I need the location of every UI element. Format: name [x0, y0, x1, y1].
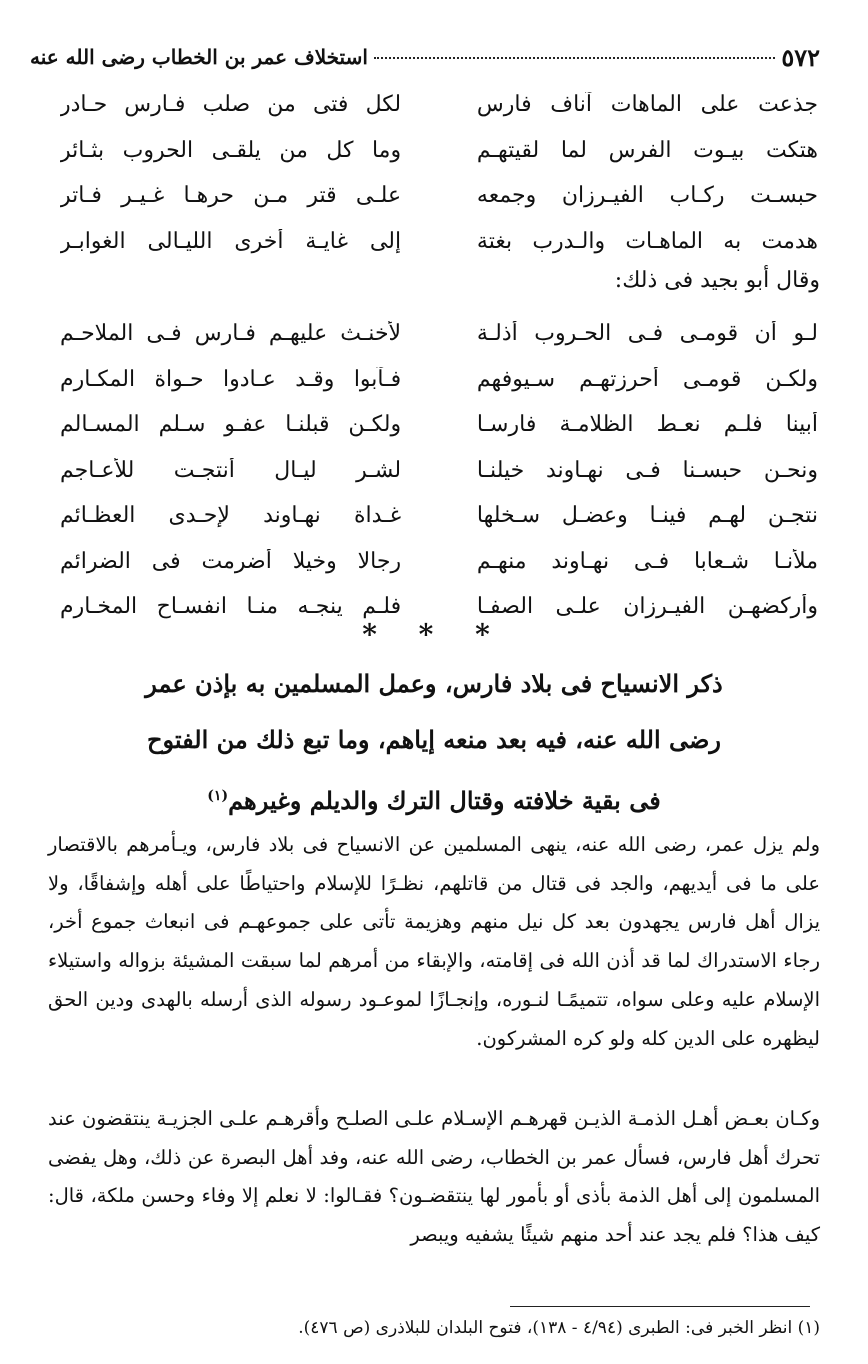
- verse-first-hemistich: لـو أن قومـى فـى الحـروب أذلـة: [476, 321, 818, 347]
- verse-line: [60, 128, 818, 174]
- verse-second-hemistich: فلـم ينجـه منـا انفسـاح المخـارم: [60, 594, 402, 620]
- verse-second-hemistich: وما كل من يلقـى الحروب بثـائر: [60, 137, 402, 163]
- verse-line: [60, 173, 818, 219]
- verse-first-hemistich: جذعت على الماهات آناف فارس: [476, 92, 818, 118]
- verse-line: [60, 493, 818, 539]
- verse-line: [60, 448, 818, 494]
- verse-first-hemistich: حبسـت ركـاب الفيـرزان وجمعه: [476, 183, 818, 209]
- body-paragraph: ولم يزل عمر، رضى الله عنه، ينهى المسلمين عن الانسياح فى بلاد فارس، ويـأمرهم بالاقتصار على ما فى أيديهم، والجد فى قتال من قاتلهم، نظـرًا للإسلام واحتياطًا على أهله وإشفاقًا، ولا يزال أهل فارس يجهدون بعد كل نيل منهم وهزيمة تأتى على جموعهـم فى انبعاث جموع أخر، رجاء الاستدراك لما قد أذن الله فى إقامته، والإبقاء من أمرهم لما سبقت المشيئة بزواله واستيلاء الإسلام عليه وعلى سواه، تتميمًـا لنـوره، وإنجـازًا لموعـود رسوله الذى أرسله بالهدى ودين الحق ليظهره على الدين كله ولو كره المشركون.: [48, 833, 820, 1050]
- footnote: (١) انظر الخبر فى: الطبرى (٤/٩٤ - ١٣٨)، فتوح البلدان للبلاذرى (ص ٤٧٦).: [298, 1318, 820, 1338]
- footnote-marker: (١): [207, 788, 229, 804]
- section-separator: * * *: [362, 618, 506, 651]
- poem-1: [60, 82, 818, 264]
- heading-line: رضى الله عنه، فيه بعد منعه إياهم، وما تبع ذلك من الفتوح: [147, 725, 721, 754]
- footnote-rule: [510, 1306, 810, 1307]
- poem-introduction: وقال أبو بجيد فى ذلك:: [614, 268, 820, 293]
- verse-first-hemistich: أبينا فلـم نعـط الظلامـة فارسـا: [476, 412, 818, 438]
- heading-line-text: فى بقية خلافته وقتال الترك والديلم وغيرهم: [228, 786, 661, 815]
- verse-line: [60, 219, 818, 265]
- verse-second-hemistich: لشـر ليـال أنتجـت للأعـاجم: [60, 457, 402, 483]
- heading-line: ذكر الانسياح فى بلاد فارس، وعمل المسلمين به بإذن عمر: [145, 669, 723, 698]
- verse-second-hemistich: إلى غايـة أخرى الليـالى الغوابـر: [60, 228, 402, 254]
- verse-first-hemistich: ولكـن قومـى أحرزتهـم سـيوفهم: [476, 366, 818, 392]
- running-title: استخلاف عمر بن الخطاب رضى الله عنه: [30, 45, 368, 69]
- verse-line: [60, 402, 818, 448]
- heading-line: [40, 768, 828, 829]
- verse-second-hemistich: لكل فتى من صلب فـارس حـادر: [60, 92, 402, 118]
- verse-second-hemistich: رجالا وخيلا أضرمت فى الضرائم: [60, 548, 402, 574]
- verse-line: [60, 311, 818, 357]
- verse-second-hemistich: لأخنـث عليهـم فـارس فـى الملاحـم: [60, 321, 402, 347]
- verse-line: [60, 357, 818, 403]
- verse-first-hemistich: ملأنـا شـعابا فـى نهـاوند منهـم: [476, 548, 818, 574]
- verse-second-hemistich: فـآبوا وقـد عـادوا حـواة المكـارم: [60, 366, 402, 392]
- running-header: [30, 38, 820, 76]
- verse-first-hemistich: ونحـن حبسـنا فـى نهـاوند خيلنـا: [476, 457, 818, 483]
- header-leader-dots: [374, 56, 775, 59]
- verse-line: [60, 82, 818, 128]
- verse-first-hemistich: نتجـن لهـم فينـا وعضـل سـخلها: [476, 503, 818, 529]
- section-heading: [40, 656, 828, 829]
- verse-first-hemistich: وأركضهـن الفيـرزان علـى الصفـا: [476, 594, 818, 620]
- verse-first-hemistich: هدمت به الماهـات والـدرب بغتة: [476, 228, 818, 254]
- verse-second-hemistich: ولكـن قبلنـا عفـو سـلم المسـالم: [60, 412, 402, 438]
- verse-line: [60, 539, 818, 585]
- verse-second-hemistich: علـى قتر مـن حرهـا غـيـر فـاتر: [60, 183, 402, 209]
- verse-second-hemistich: غـداة نهـاوند لإحـدى العظـائم: [60, 503, 402, 529]
- poem-2: [60, 311, 818, 630]
- body-paragraph: وكـان بعـض أهـل الذمـة الذيـن قهرهـم الإسـلام علـى الصلـح وأقرهـم علـى الجزيـة ينتقضون عند تحرك أهل فارس، فسأل عمر بن الخطاب، رضى الله عنه، وفد أهل البصرة عن ذلك، وهل يفضى المسلمون إلى أهل الذمة بأذى أو بأمور لها ينتقضـون؟ فقـالوا: لا نعلم إلا وفاء وحسن ملكة، قال: كيف هذا؟ فلم يجد عند أحد منهم شيئًا يشفيه ويبصر: [48, 1107, 820, 1247]
- page-number: ٥٧٢: [781, 42, 820, 72]
- verse-first-hemistich: هتكت بيـوت الفرس لما لقيتهـم: [476, 137, 818, 163]
